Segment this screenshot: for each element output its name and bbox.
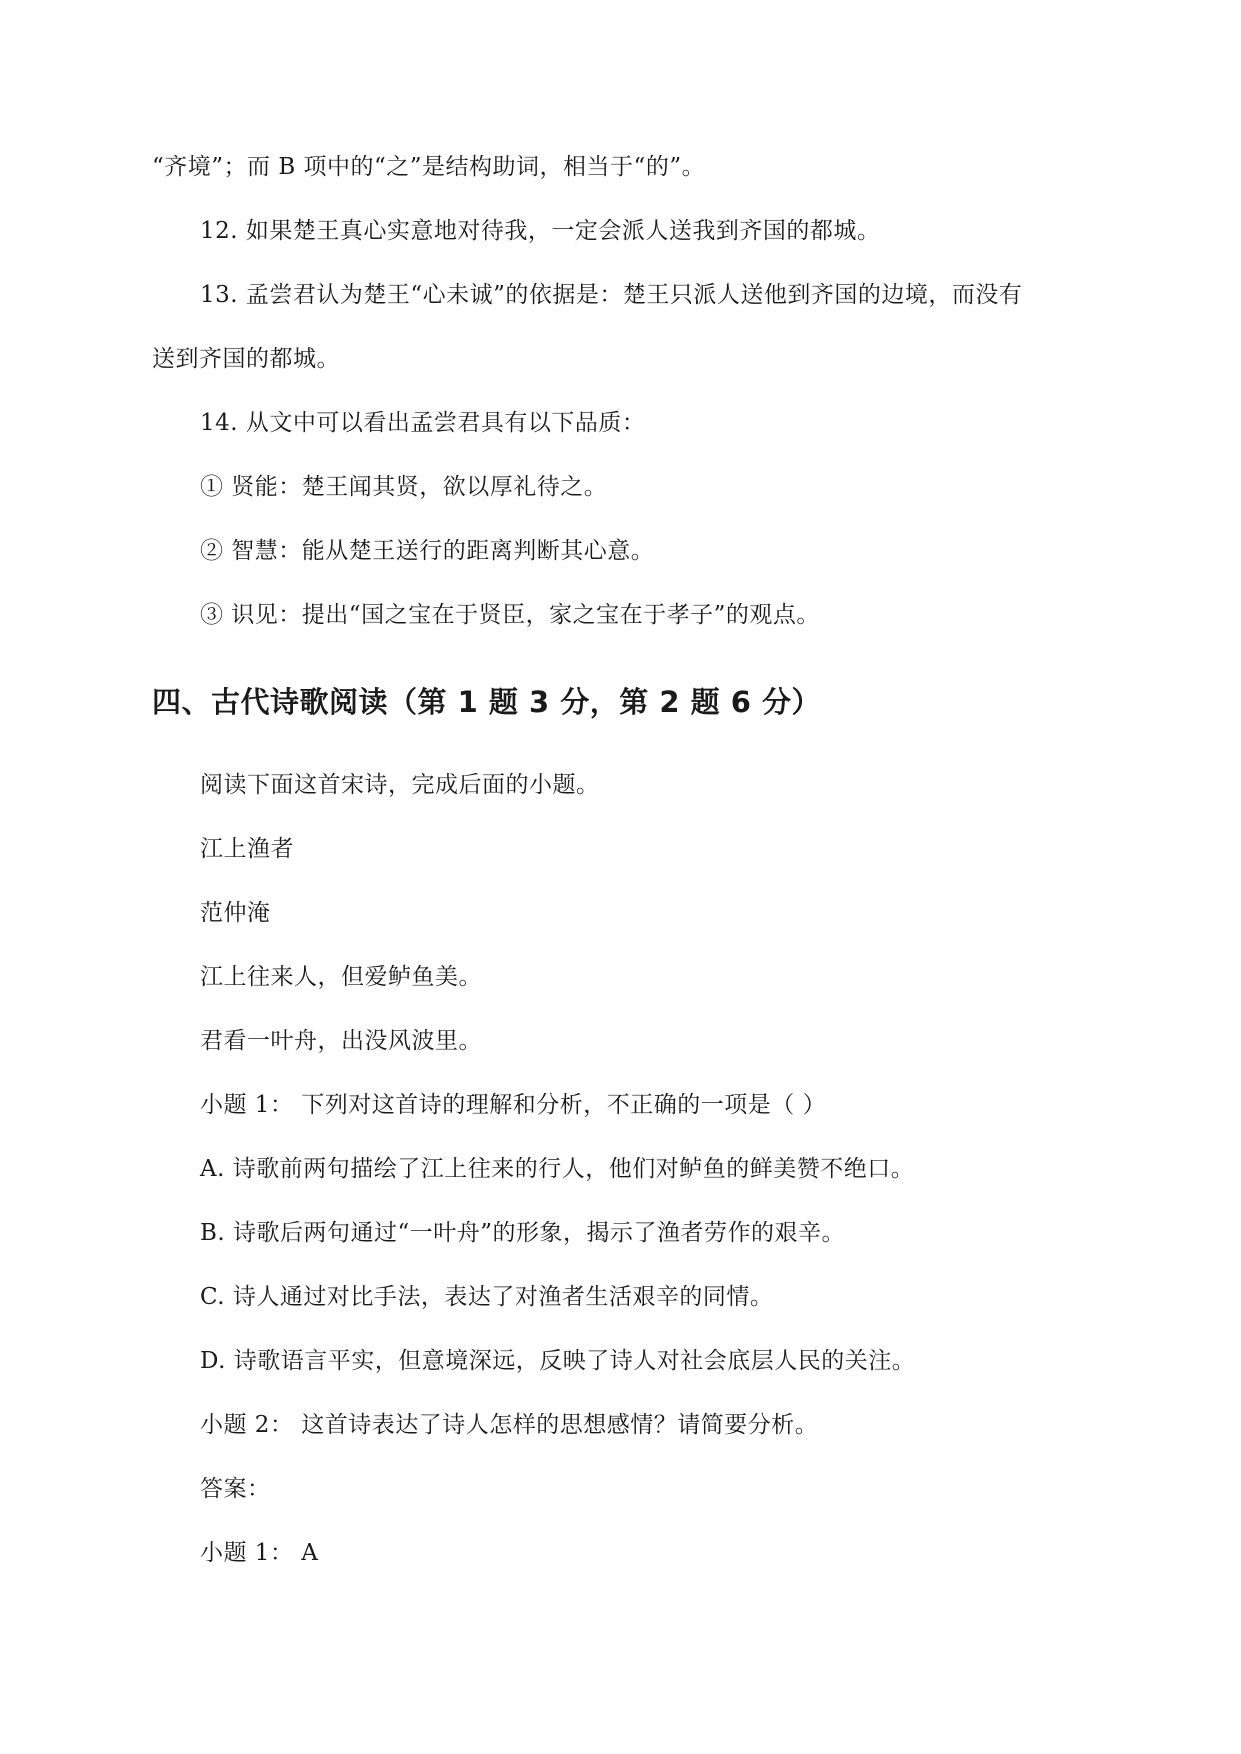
answer-12: 12. 如果楚王真心实意地对待我，一定会派人送我到齐国的都城。	[200, 218, 881, 244]
poem-line-1: 江上往来人，但爱鲈鱼美。	[200, 964, 482, 990]
option-c: C. 诗人通过对比手法，表达了对渔者生活艰辛的同情。	[200, 1284, 774, 1310]
reading-instruction: 阅读下面这首宋诗，完成后面的小题。	[200, 772, 600, 798]
poem-author: 范仲淹	[200, 900, 271, 926]
answer-13-continued: 送到齐国的都城。	[152, 346, 340, 372]
quality-item-1: ① 贤能：楚王闻其贤，欲以厚礼待之。	[200, 474, 608, 500]
poem-title: 江上渔者	[200, 836, 294, 862]
quality-item-3: ③ 识见：提出“国之宝在于贤臣，家之宝在于孝子”的观点。	[200, 602, 820, 628]
answer-label: 答案：	[200, 1476, 271, 1502]
section-heading: 四、古代诗歌阅读（第 1 题 3 分，第 2 题 6 分）	[152, 685, 821, 719]
answer-13: 13. 孟尝君认为楚王“心未诚”的依据是：楚王只派人送他到齐国的边境，而没有	[200, 282, 1023, 308]
option-d: D. 诗歌语言平实，但意境深远，反映了诗人对社会底层人民的关注。	[200, 1348, 916, 1374]
answer-q1: 小题 1： A	[200, 1540, 319, 1566]
option-b: B. 诗歌后两句通过“一叶舟”的形象，揭示了渔者劳作的艰辛。	[200, 1220, 846, 1246]
quality-item-2: ② 智慧：能从楚王送行的距离判断其心意。	[200, 538, 655, 564]
answer-14: 14. 从文中可以看出孟尝君具有以下品质：	[200, 410, 646, 436]
question-1: 小题 1： 下列对这首诗的理解和分析，不正确的一项是（ ）	[200, 1092, 827, 1118]
option-a: A. 诗歌前两句描绘了江上往来的行人，他们对鲈鱼的鲜美赞不绝口。	[200, 1156, 915, 1182]
answer-note-line: “齐境”；而 B 项中的“之”是结构助词，相当于“的”。	[152, 154, 706, 180]
question-2: 小题 2： 这首诗表达了诗人怎样的思想感情？请简要分析。	[200, 1412, 819, 1438]
poem-line-2: 君看一叶舟，出没风波里。	[200, 1028, 482, 1054]
